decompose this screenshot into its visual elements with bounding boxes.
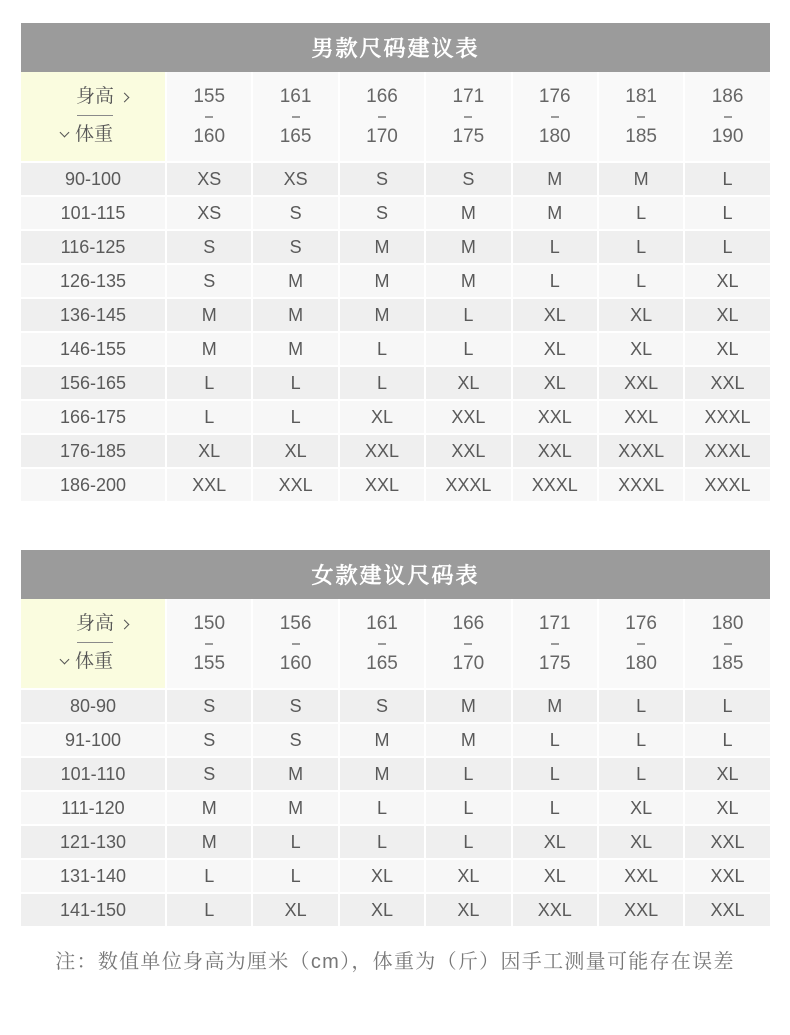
height-range-header [340,599,424,688]
size-cell: XL [253,894,337,926]
size-cell: XL [426,367,510,399]
height-range-header [340,72,424,161]
size-cell: XXL [685,367,769,399]
size-cell: XL [685,265,769,297]
size-cell: S [253,690,337,722]
size-cell: XL [513,333,597,365]
size-cell: M [253,333,337,365]
size-cell: M [340,758,424,790]
weight-range-cell: 131-140 [21,860,165,892]
women-size-table [21,550,770,926]
dash-icon [637,643,645,645]
size-cell: M [340,231,424,263]
dash-icon [464,116,472,118]
height-range-header [426,72,510,161]
height-range-from: 176 [625,612,657,634]
weight-range-cell: 91-100 [21,724,165,756]
height-range-to: 185 [711,652,744,674]
height-range-header [685,72,769,161]
height-axis-header [76,613,128,635]
size-cell: L [685,231,769,263]
weight-axis-label: 体重 [75,651,114,672]
height-range-header [599,599,683,688]
size-cell: XXL [599,860,683,892]
size-cell: L [253,401,337,433]
size-cell: XL [426,894,510,926]
size-cell: M [167,792,251,824]
size-cell: XL [513,826,597,858]
size-cell: XXL [599,367,683,399]
size-cell: M [167,333,251,365]
weight-range-cell: 146-155 [21,333,165,365]
height-range-header [513,72,597,161]
size-cell: XL [253,435,337,467]
size-cell: L [167,367,251,399]
height-range-to: 170 [452,652,485,674]
size-cell: XXL [685,860,769,892]
weight-range-cell: 101-110 [21,758,165,790]
size-cell: XXL [426,435,510,467]
weight-axis-header [61,651,113,673]
chevron-right-icon [120,92,130,102]
size-cell: XS [253,163,337,195]
size-cell: L [426,333,510,365]
size-cell: XL [599,299,683,331]
size-cell: L [599,231,683,263]
corner-divider [77,115,113,116]
size-cell: XS [167,197,251,229]
weight-range-cell: 176-185 [21,435,165,467]
height-range-header [253,599,337,688]
size-cell: L [685,690,769,722]
size-cell: XL [599,333,683,365]
weight-axis-header [61,124,113,146]
chevron-down-icon [60,655,70,665]
size-cell: M [340,724,424,756]
size-cell: L [513,792,597,824]
size-cell: XL [426,860,510,892]
size-cell: M [426,197,510,229]
height-range-header [167,72,251,161]
size-cell: L [599,265,683,297]
dash-icon [464,643,472,645]
size-cell: L [685,163,769,195]
dash-icon [292,116,300,118]
size-cell: XL [685,758,769,790]
dash-icon [724,643,732,645]
size-cell: L [513,758,597,790]
size-cell: XL [685,792,769,824]
size-cell: M [513,163,597,195]
size-cell: S [167,758,251,790]
size-cell: XL [513,860,597,892]
size-cell: M [167,299,251,331]
size-cell: XXL [426,401,510,433]
height-range-to: 155 [193,652,226,674]
size-cell: XXL [599,401,683,433]
size-cell: M [167,826,251,858]
height-range-to: 190 [711,125,744,147]
weight-range-cell: 80-90 [21,690,165,722]
size-cell: XXXL [599,435,683,467]
dash-icon [205,116,213,118]
size-cell: S [167,231,251,263]
size-cell: L [167,860,251,892]
size-cell: XL [167,435,251,467]
measurement-note: 注：数值单位身高为厘米（cm），体重为（斤）因手工测量可能存在误差 [55,951,735,973]
size-cell: L [253,826,337,858]
height-range-from: 186 [711,85,744,107]
table-title-bar [21,550,770,599]
height-range-to: 180 [538,125,571,147]
dash-icon [637,116,645,118]
weight-range-cell: 90-100 [21,163,165,195]
dash-icon [378,116,386,118]
height-range-from: 180 [711,612,744,634]
size-cell: S [253,197,337,229]
size-cell: S [340,690,424,722]
size-cell: L [340,367,424,399]
height-range-header [599,72,683,161]
height-range-header [685,599,769,688]
height-range-header [426,599,510,688]
height-range-to: 185 [625,125,657,147]
dash-icon [205,643,213,645]
height-range-header [253,72,337,161]
table-title: 男款尺码建议表 [311,36,480,61]
size-cell: M [513,197,597,229]
size-cell: L [253,860,337,892]
size-cell: L [599,690,683,722]
height-range-to: 175 [538,652,571,674]
weight-range-cell: 136-145 [21,299,165,331]
size-cell: S [167,265,251,297]
height-range-to: 165 [366,652,398,674]
size-cell: XXXL [599,469,683,501]
size-cell: L [426,299,510,331]
size-cell: XL [340,401,424,433]
size-cell: S [167,724,251,756]
size-cell: M [253,792,337,824]
height-range-from: 166 [366,85,398,107]
chevron-right-icon [120,619,130,629]
dash-icon [378,643,386,645]
size-grid [21,599,770,926]
size-cell: S [253,231,337,263]
size-cell: XL [599,826,683,858]
dash-icon [292,643,300,645]
size-cell: XXL [685,826,769,858]
height-range-from: 156 [279,612,312,634]
size-cell: XL [340,860,424,892]
size-cell: XXL [513,894,597,926]
height-range-from: 161 [366,612,398,634]
size-cell: XL [685,333,769,365]
size-cell: L [685,724,769,756]
size-cell: XXL [513,435,597,467]
dash-icon [551,643,559,645]
size-cell: L [599,724,683,756]
size-cell: L [426,792,510,824]
size-cell: XL [513,367,597,399]
weight-range-cell: 186-200 [21,469,165,501]
height-range-to: 165 [279,125,312,147]
size-cell: XXL [167,469,251,501]
height-axis-label: 身高 [76,613,115,634]
dash-icon [724,116,732,118]
size-cell: XXXL [685,469,769,501]
chevron-down-icon [60,128,70,138]
weight-range-cell: 111-120 [21,792,165,824]
size-cell: M [340,299,424,331]
size-cell: M [253,758,337,790]
height-range-from: 155 [193,85,226,107]
weight-range-cell: 116-125 [21,231,165,263]
weight-range-cell: 166-175 [21,401,165,433]
size-cell: XS [167,163,251,195]
size-cell: XL [599,792,683,824]
height-axis-header [76,86,128,108]
corner-divider [77,642,113,643]
size-cell: S [167,690,251,722]
size-cell: XL [340,894,424,926]
size-cell: M [426,265,510,297]
size-cell: XXL [513,401,597,433]
size-cell: XXL [340,469,424,501]
height-range-to: 170 [366,125,398,147]
height-range-header [167,599,251,688]
size-cell: M [426,690,510,722]
height-axis-label: 身高 [76,86,115,107]
table-title: 女款建议尺码表 [311,563,480,588]
height-range-to: 175 [452,125,485,147]
weight-range-cell: 156-165 [21,367,165,399]
height-range-from: 171 [452,85,485,107]
height-range-from: 161 [279,85,312,107]
size-cell: XXL [685,894,769,926]
size-cell: XXXL [426,469,510,501]
height-range-from: 176 [538,85,571,107]
size-cell: L [340,333,424,365]
height-range-from: 181 [625,85,657,107]
men-size-table [21,23,770,501]
size-cell: XL [685,299,769,331]
size-cell: L [513,231,597,263]
size-cell: M [513,690,597,722]
size-cell: L [340,792,424,824]
size-cell: S [426,163,510,195]
size-cell: L [513,265,597,297]
size-cell: M [340,265,424,297]
size-cell: L [599,197,683,229]
size-cell: M [426,231,510,263]
height-range-to: 160 [279,652,312,674]
height-range-to: 180 [625,652,657,674]
dash-icon [551,116,559,118]
size-cell: M [253,265,337,297]
size-cell: L [340,826,424,858]
weight-range-cell: 121-130 [21,826,165,858]
height-range-from: 171 [538,612,571,634]
size-cell: XXL [340,435,424,467]
size-cell: XXXL [685,401,769,433]
height-range-from: 166 [452,612,485,634]
size-cell: XXXL [513,469,597,501]
weight-range-cell: 141-150 [21,894,165,926]
size-cell: S [340,197,424,229]
size-cell: L [426,758,510,790]
size-cell: M [253,299,337,331]
size-cell: L [685,197,769,229]
height-range-header [513,599,597,688]
size-cell: L [167,894,251,926]
size-cell: L [513,724,597,756]
weight-axis-label: 体重 [75,124,114,145]
table-title-bar [21,23,770,72]
corner-header-cell [21,599,165,688]
size-grid [21,72,770,501]
size-cell: S [253,724,337,756]
corner-header-cell [21,72,165,161]
size-cell: XXL [599,894,683,926]
size-cell: XL [513,299,597,331]
size-cell: L [599,758,683,790]
size-cell: M [426,724,510,756]
size-cell: XXL [253,469,337,501]
size-cell: S [340,163,424,195]
weight-range-cell: 101-115 [21,197,165,229]
size-cell: XXXL [685,435,769,467]
size-cell: L [253,367,337,399]
weight-range-cell: 126-135 [21,265,165,297]
height-range-to: 160 [193,125,226,147]
size-cell: L [426,826,510,858]
size-cell: L [167,401,251,433]
height-range-from: 150 [193,612,226,634]
size-cell: M [599,163,683,195]
